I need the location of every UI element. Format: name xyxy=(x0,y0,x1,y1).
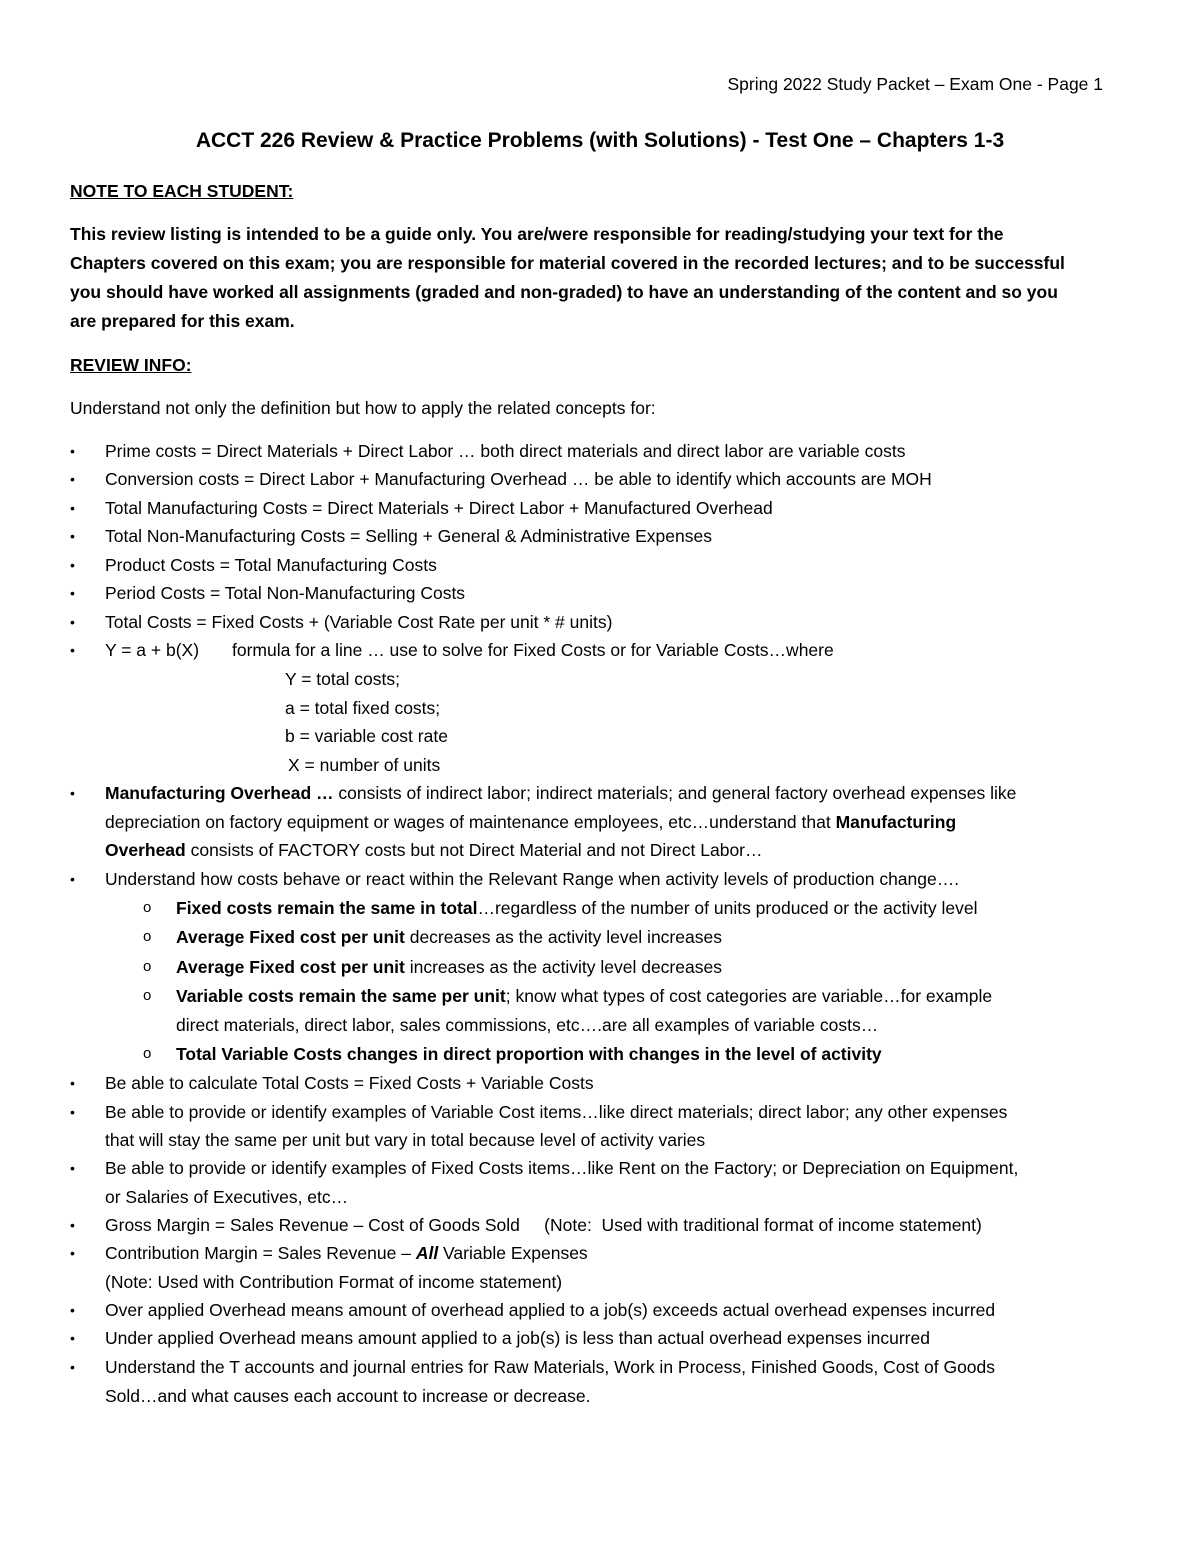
sub-text: decreases as the activity level increases xyxy=(404,927,722,947)
formula-def-y: Y = total costs; xyxy=(285,669,400,689)
sub-text: …regardless of the number of units produced or the activity level xyxy=(477,898,978,918)
sub-bold: Variable costs remain the same per unit xyxy=(176,986,506,1006)
sub-item-avg-fixed-decreases xyxy=(176,927,722,948)
note-line-3: you should have worked all assignments (graded and non-graded) to have an understanding of the content and so you xyxy=(70,282,1058,302)
sub-item-variable-costs-line-2: direct materials, direct labor, sales commissions, etc….are all examples of variable costs… xyxy=(176,1015,879,1035)
sub-bullet-icon: o xyxy=(143,928,152,945)
bullet-icon: • xyxy=(70,1330,75,1346)
review-intro: Understand not only the definition but how to apply the related concepts for: xyxy=(70,398,656,418)
sub-bold: Average Fixed cost per unit xyxy=(176,927,405,947)
note-line-1: This review listing is intended to be a guide only. You are/were responsible for reading/studying your text for the xyxy=(70,224,1004,244)
bullet-icon: • xyxy=(70,585,75,601)
moh-text: consists of indirect labor; indirect materials; and general factory overhead expenses like xyxy=(333,783,1017,803)
cm-emphasis: All xyxy=(415,1243,439,1263)
bullet-icon: • xyxy=(70,1217,75,1233)
page-header: Spring 2022 Study Packet – Exam One - Page 1 xyxy=(727,74,1103,94)
sub-bullet-icon: o xyxy=(143,899,152,916)
bullet-gross-margin: Gross Margin = Sales Revenue – Cost of Goods Sold (Note: Used with traditional format of income statement) xyxy=(105,1215,982,1235)
moh-text: consists of FACTORY costs but not Direct Material and not Direct Labor… xyxy=(185,840,763,860)
bullet-icon: • xyxy=(70,1245,75,1261)
bullet-under-applied: Under applied Overhead means amount applied to a job(s) is less than actual overhead expenses incurred xyxy=(105,1328,930,1348)
sub-item-fixed-costs xyxy=(176,898,977,919)
bullet-icon: • xyxy=(70,614,75,630)
bullet-product-costs: Product Costs = Total Manufacturing Costs xyxy=(105,555,437,575)
bullet-calc-total: Be able to calculate Total Costs = Fixed Costs + Variable Costs xyxy=(105,1073,594,1093)
moh-text: depreciation on factory equipment or wages of maintenance employees, etc…understand that xyxy=(105,812,836,832)
cm-text: Variable Expenses xyxy=(438,1243,588,1263)
bullet-moh-line-2 xyxy=(105,812,956,833)
bullet-variable-examples-1: Be able to provide or identify examples of Variable Cost items…like direct materials; direct labor; any other expenses xyxy=(105,1102,1008,1122)
moh-bold-term: Manufacturing xyxy=(835,812,957,832)
bullet-moh-line-1 xyxy=(105,783,1016,804)
sub-bold: Fixed costs remain the same in total xyxy=(176,898,478,918)
bullet-icon: • xyxy=(70,443,75,459)
bullet-icon: • xyxy=(70,785,75,801)
bullet-icon: • xyxy=(70,1302,75,1318)
bullet-icon: • xyxy=(70,1075,75,1091)
review-heading: REVIEW INFO: xyxy=(70,355,192,375)
note-line-2: Chapters covered on this exam; you are responsible for material covered in the recorded lectures; and to be successful xyxy=(70,253,1065,273)
formula-def-a: a = total fixed costs; xyxy=(285,698,441,718)
bullet-moh-line-3 xyxy=(105,840,763,861)
bullet-icon: • xyxy=(70,871,75,887)
bullet-fixed-examples-1: Be able to provide or identify examples of Fixed Costs items…like Rent on the Factory; or Depreciation on Equipment, xyxy=(105,1158,1019,1178)
note-heading: NOTE TO EACH STUDENT: xyxy=(70,181,294,201)
bullet-prime-costs: Prime costs = Direct Materials + Direct Labor … both direct materials and direct labor are variable costs xyxy=(105,441,906,461)
sub-bullet-icon: o xyxy=(143,987,152,1004)
sub-item-total-variable: Total Variable Costs changes in direct proportion with changes in the level of activity xyxy=(176,1044,882,1064)
sub-text: ; know what types of cost categories are variable…for example xyxy=(505,986,993,1006)
note-line-4: are prepared for this exam. xyxy=(70,311,295,331)
moh-bold-term: Manufacturing Overhead … xyxy=(105,783,334,803)
bullet-total-mfg-costs: Total Manufacturing Costs = Direct Materials + Direct Labor + Manufactured Overhead xyxy=(105,498,773,518)
bullet-icon: • xyxy=(70,1104,75,1120)
moh-bold-term: Overhead xyxy=(105,840,186,860)
bullet-t-accounts-2: Sold…and what causes each account to increase or decrease. xyxy=(105,1386,591,1406)
formula-def-x: X = number of units xyxy=(288,755,441,775)
bullet-icon: • xyxy=(70,642,75,658)
bullet-total-nonmfg-costs: Total Non-Manufacturing Costs = Selling + General & Administrative Expenses xyxy=(105,526,712,546)
sub-item-avg-fixed-increases xyxy=(176,957,722,978)
bullet-icon: • xyxy=(70,1359,75,1375)
bullet-icon: • xyxy=(70,471,75,487)
bullet-total-costs: Total Costs = Fixed Costs + (Variable Cost Rate per unit * # units) xyxy=(105,612,613,632)
sub-bold: Average Fixed cost per unit xyxy=(176,957,405,977)
bullet-formula-desc: formula for a line … use to solve for Fixed Costs or for Variable Costs…where xyxy=(232,640,834,660)
bullet-conversion-costs: Conversion costs = Direct Labor + Manufacturing Overhead … be able to identify which accounts are MOH xyxy=(105,469,932,489)
bullet-fixed-examples-2: or Salaries of Executives, etc… xyxy=(105,1187,349,1207)
bullet-variable-examples-2: that will stay the same per unit but vary in total because level of activity varies xyxy=(105,1130,706,1150)
sub-text: increases as the activity level decreases xyxy=(404,957,722,977)
bullet-formula: Y = a + b(X) xyxy=(105,640,200,660)
cm-text: Contribution Margin = Sales Revenue – xyxy=(105,1243,416,1263)
sub-item-variable-costs-line-1 xyxy=(176,986,992,1007)
sub-bullet-icon: o xyxy=(143,1045,152,1062)
bullet-cost-behavior: Understand how costs behave or react within the Relevant Range when activity levels of production change…. xyxy=(105,869,960,889)
bullet-contribution-margin-note: (Note: Used with Contribution Format of income statement) xyxy=(105,1272,563,1292)
bullet-icon: • xyxy=(70,528,75,544)
document-title: ACCT 226 Review & Practice Problems (with Solutions) - Test One – Chapters 1-3 xyxy=(195,129,1005,152)
sub-bullet-icon: o xyxy=(143,958,152,975)
bullet-icon: • xyxy=(70,1160,75,1176)
bullet-over-applied: Over applied Overhead means amount of overhead applied to a job(s) exceeds actual overhead expenses incurred xyxy=(105,1300,996,1320)
bullet-contribution-margin xyxy=(105,1243,588,1264)
bullet-icon: • xyxy=(70,500,75,516)
bullet-period-costs: Period Costs = Total Non-Manufacturing Costs xyxy=(105,583,466,603)
bullet-icon: • xyxy=(70,557,75,573)
bullet-t-accounts-1: Understand the T accounts and journal entries for Raw Materials, Work in Process, Finished Goods, Cost of Goods xyxy=(105,1357,996,1377)
formula-def-b: b = variable cost rate xyxy=(285,726,448,746)
